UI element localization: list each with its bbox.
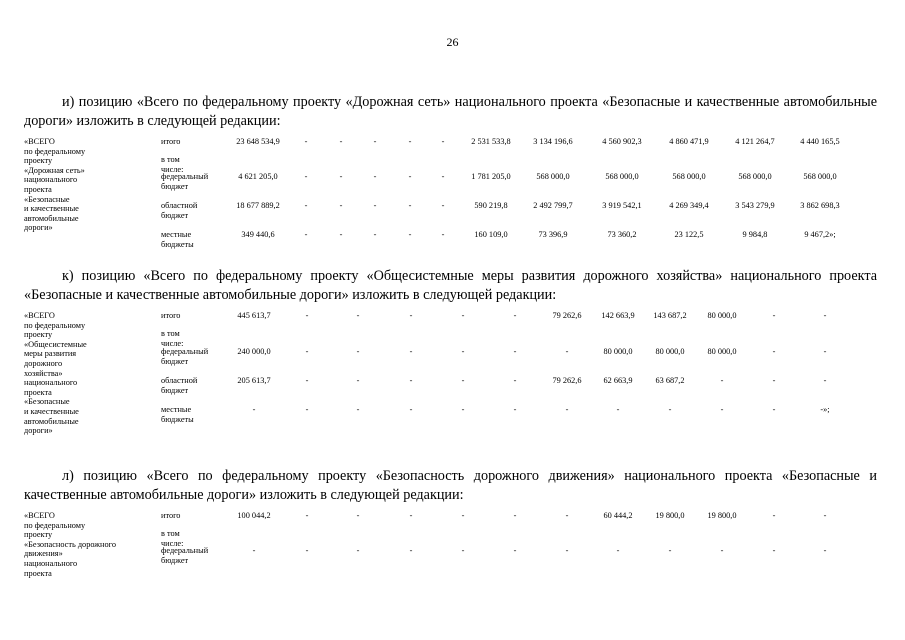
table-cell: 4 269 349,4	[669, 201, 709, 210]
table-cell: 3 543 279,9	[735, 201, 775, 210]
section-k-intro: к) позицию «Всего по федеральному проекту «Общесистемные меры развития дорожного хозяйства» национального проекта «Безопасные и качественные автомобильные дороги» изложить в следующей редакции:	[24, 268, 877, 303]
table-cell: -	[565, 347, 569, 356]
table-cell: -	[305, 546, 309, 555]
table-cell: -	[339, 172, 343, 181]
table-cell: 23 122,5	[674, 230, 704, 239]
table-cell: 568 000,0	[738, 172, 772, 181]
table-cell: -	[513, 405, 517, 414]
table-cell: -	[772, 405, 776, 414]
table-cell: -	[252, 546, 256, 555]
table-cell: -	[461, 347, 465, 356]
table-cell: 143 687,2	[653, 311, 687, 320]
table-cell: 4 440 165,5	[800, 137, 840, 146]
table-cell: -	[823, 347, 827, 356]
table-cell: -	[305, 311, 309, 320]
table-cell: 80 000,0	[707, 311, 737, 320]
table-cell: -	[373, 172, 377, 181]
table-cell: 9 984,8	[742, 230, 768, 239]
table-cell: -	[565, 405, 569, 414]
table-cell: 62 663,9	[603, 376, 633, 385]
table-cell: -	[565, 511, 569, 520]
table-cell: 19 800,0	[655, 511, 685, 520]
table-cell: -	[409, 405, 413, 414]
table-cell: -	[339, 230, 343, 239]
table-row-label: в том числе:	[161, 155, 184, 174]
table-cell: 349 440,6	[241, 230, 275, 239]
table-cell: -	[461, 311, 465, 320]
table-cell: 160 109,0	[474, 230, 508, 239]
table-cell: 142 663,9	[601, 311, 635, 320]
table-cell: -	[408, 201, 412, 210]
table-cell: -	[356, 376, 360, 385]
table-cell: -	[305, 511, 309, 520]
table-cell: -	[720, 546, 724, 555]
table-cell: -	[409, 311, 413, 320]
table-cell: -	[772, 376, 776, 385]
table-cell: -	[823, 511, 827, 520]
table-row-header: «ВСЕГО по федеральному проекту «Общесистемные меры развития дорожного хозяйства» национального проекта «Безопасные и качественные автомобильные дороги»	[24, 311, 87, 436]
table-row-label: федеральный бюджет	[161, 546, 209, 565]
table-cell: -	[772, 511, 776, 520]
table-row-header: «ВСЕГО по федеральному проекту «Дорожная сеть» национального проекта «Безопасные и качественные автомобильные дороги»	[24, 137, 86, 233]
table-cell: -	[373, 201, 377, 210]
table-cell: -	[304, 172, 308, 181]
table-cell: -	[720, 376, 724, 385]
table-cell: -	[772, 546, 776, 555]
table-cell: -»;	[820, 405, 830, 414]
table-cell: 2 492 799,7	[533, 201, 573, 210]
table-cell: 568 000,0	[605, 172, 639, 181]
table-cell: 73 396,9	[538, 230, 568, 239]
table-cell: -	[441, 201, 445, 210]
table-row-label: итого	[161, 311, 181, 320]
table-cell: -	[772, 311, 776, 320]
table-cell: 205 613,7	[237, 376, 271, 385]
table-cell: 4 121 264,7	[735, 137, 775, 146]
table-cell: 60 444,2	[603, 511, 633, 520]
table-cell: 79 262,6	[552, 311, 582, 320]
table-row-label: итого	[161, 137, 181, 146]
table-cell: -	[565, 546, 569, 555]
table-cell: -	[409, 347, 413, 356]
table-cell: 568 000,0	[672, 172, 706, 181]
table-cell: -	[441, 230, 445, 239]
table-cell: -	[668, 405, 672, 414]
table-cell: -	[823, 311, 827, 320]
table-cell: -	[823, 546, 827, 555]
table-row-header: «ВСЕГО по федеральному проекту «Безопасность дорожного движения» национального проекта	[24, 511, 116, 578]
table-cell: -	[304, 201, 308, 210]
table-cell: -	[461, 376, 465, 385]
table-cell: 4 560 902,3	[602, 137, 642, 146]
table-cell: -	[408, 230, 412, 239]
table-cell: -	[461, 405, 465, 414]
table-cell: -	[356, 405, 360, 414]
table-cell: -	[373, 230, 377, 239]
section-i-intro: и) позицию «Всего по федеральному проекту «Дорожная сеть» национального проекта «Безопасные и качественные автомобильные дороги» изложить в следующей редакции:	[24, 94, 877, 129]
table-cell: -	[616, 405, 620, 414]
table-cell: 445 613,7	[237, 311, 271, 320]
table-cell: -	[339, 137, 343, 146]
table-row-label: в том числе:	[161, 529, 184, 548]
table-cell: -	[356, 311, 360, 320]
table-cell: 4 860 471,9	[669, 137, 709, 146]
table-cell: -	[720, 405, 724, 414]
table-cell: 73 360,2	[607, 230, 637, 239]
table-cell: -	[409, 511, 413, 520]
table-row-label: федеральный бюджет	[161, 172, 209, 191]
table-cell: -	[668, 546, 672, 555]
table-cell: 18 677 889,2	[236, 201, 280, 210]
table-row-label: местные бюджеты	[161, 230, 194, 249]
table-cell: -	[356, 511, 360, 520]
table-cell: 79 262,6	[552, 376, 582, 385]
table-cell: 23 648 534,9	[236, 137, 280, 146]
table-cell: 568 000,0	[536, 172, 570, 181]
table-row-label: областной бюджет	[161, 376, 198, 395]
table-cell: 3 134 196,6	[533, 137, 573, 146]
table-cell: 19 800,0	[707, 511, 737, 520]
table-cell: -	[305, 347, 309, 356]
table-cell: 63 687,2	[655, 376, 685, 385]
table-cell: -	[441, 137, 445, 146]
table-cell: -	[252, 405, 256, 414]
table-cell: -	[339, 201, 343, 210]
table-cell: -	[304, 230, 308, 239]
table-cell: -	[409, 376, 413, 385]
table-cell: -	[408, 172, 412, 181]
table-cell: -	[461, 546, 465, 555]
table-cell: 1 781 205,0	[471, 172, 511, 181]
page-number: 26	[446, 35, 459, 49]
table-cell: -	[408, 137, 412, 146]
table-cell: -	[616, 546, 620, 555]
table-row-label: итого	[161, 511, 181, 520]
table-cell: -	[441, 172, 445, 181]
table-cell: 4 621 205,0	[238, 172, 278, 181]
table-cell: 590 219,8	[474, 201, 508, 210]
table-cell: -	[513, 376, 517, 385]
table-cell: 80 000,0	[603, 347, 633, 356]
table-cell: -	[409, 546, 413, 555]
table-cell: 568 000,0	[803, 172, 837, 181]
table-cell: -	[772, 347, 776, 356]
table-cell: 80 000,0	[655, 347, 685, 356]
table-row-label: местные бюджеты	[161, 405, 194, 424]
table-cell: -	[304, 137, 308, 146]
table-row-label: в том числе:	[161, 329, 184, 348]
table-cell: 100 044,2	[237, 511, 271, 520]
table-cell: -	[461, 511, 465, 520]
table-cell: -	[305, 376, 309, 385]
table-cell: 240 000,0	[237, 347, 271, 356]
table-cell: -	[513, 511, 517, 520]
table-cell: -	[513, 311, 517, 320]
section-l-intro: л) позицию «Всего по федеральному проекту «Безопасность дорожного движения» национального проекта «Безопасные и качественные автомобильные дороги» изложить в следующей редакции:	[24, 468, 877, 503]
table-cell: -	[513, 347, 517, 356]
table-cell: -	[373, 137, 377, 146]
table-cell: -	[305, 405, 309, 414]
table-cell: -	[356, 347, 360, 356]
table-cell: -	[356, 546, 360, 555]
table-cell: 3 862 698,3	[800, 201, 840, 210]
table-row-label: областной бюджет	[161, 201, 198, 220]
table-row-label: федеральный бюджет	[161, 347, 209, 366]
table-cell: 3 919 542,1	[602, 201, 642, 210]
table-cell: -	[823, 376, 827, 385]
table-cell: 2 531 533,8	[471, 137, 511, 146]
table-cell: 80 000,0	[707, 347, 737, 356]
table-cell: 9 467,2»;	[804, 230, 836, 239]
table-cell: -	[513, 546, 517, 555]
